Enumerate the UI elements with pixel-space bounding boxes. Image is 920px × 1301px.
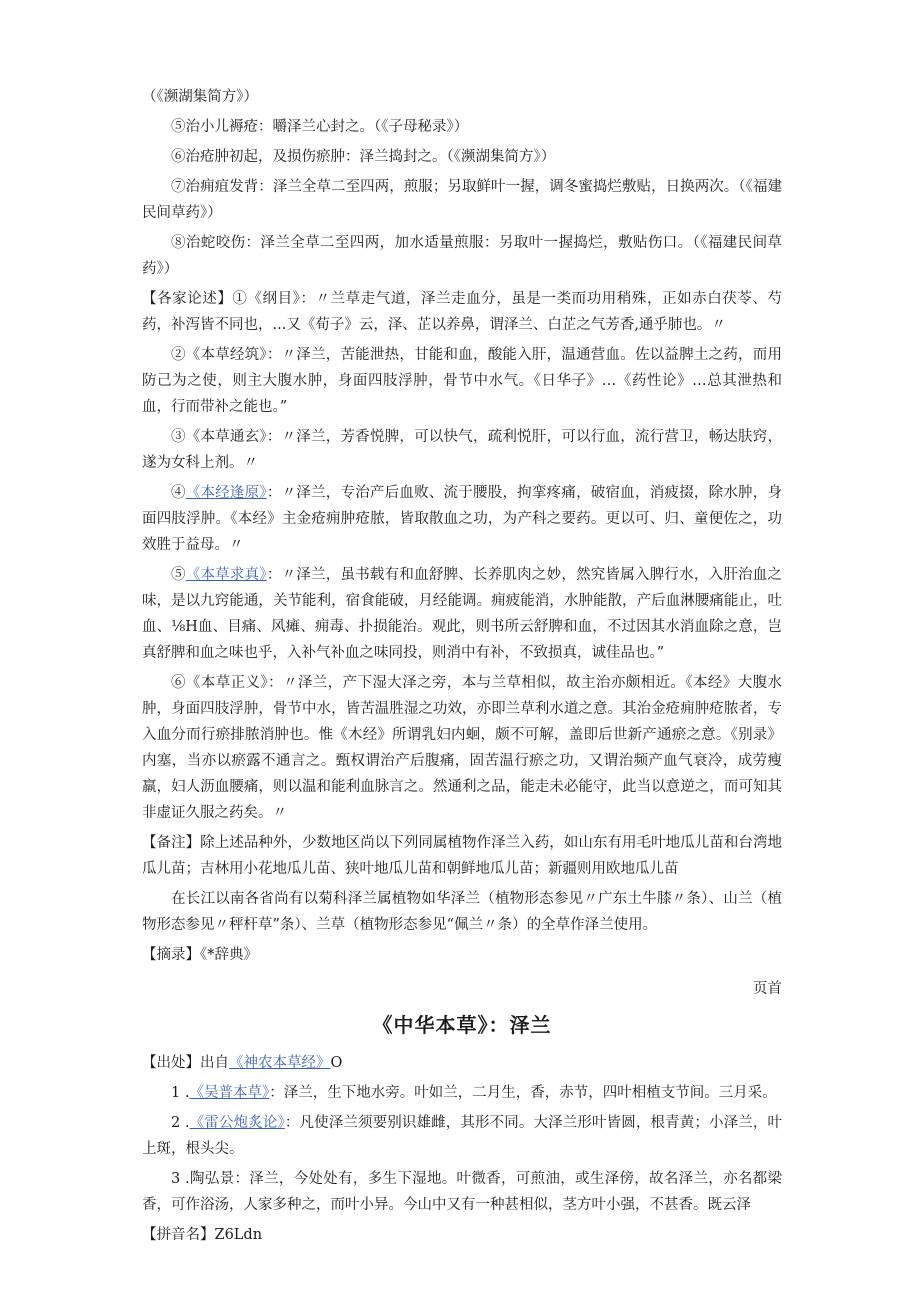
paragraph-source <box>142 1050 782 1076</box>
paragraph-text: ：凡使泽兰须要别识雄雌，其形不同。大泽兰形叶皆圆，根青黄；小泽兰，叶上斑，根头尖。 <box>142 1115 783 1157</box>
paragraph: ②《本草经筑》：〃泽兰，苦能泄热，甘能和血，酸能入肝，温通营血。佐以益脾土之药，而用防己为之使，则主大腹水肿，身面四肢浮肿，骨节中水气。《日华子》…《药性论》…总其泄热和血，行而带补之能也。” <box>142 347 782 415</box>
link-benjing-fengyuan[interactable]: 《本经逢原》 <box>185 485 267 501</box>
paragraph-prefix: ④ <box>171 485 186 501</box>
paragraph: 3 .陶弘景：泽兰，今处处有，多生下湿地。叶微香，可煎油，或生泽傍，故名泽兰，亦名都梁香，可作浴汤，人家多种之，而叶小异。今山中又有一种甚相似，茎方叶小强，不甚香。既云泽 <box>142 1171 782 1213</box>
paragraph-prefix: 【出处】出自 <box>142 1055 229 1071</box>
paragraph-text: ：〃泽兰，专治产后血败、流于腰股，拘挛疼痛，破宿血，消疲掇，除水肿，身面四肢浮肿。《本经》主金疮痈肿疮脓，皆取散血之功，为产科之要药。更以可、归、童便佐之，功效胜于益母。〃 <box>142 485 783 553</box>
paragraph: ⑤治小儿褥疮：嚼泽兰心封之。（《子母秘录》） <box>171 119 469 135</box>
paragraph: ⑥《本草正义》：〃泽兰，产下湿大泽之旁，本与兰草相似，故主治亦颇相近。《本经》大腹水肿，身面四肢浮肿，骨节中水，皆苦温胜湿之功效，亦即兰草利水道之意。其治金疮痈肿疮脓者，专入血分而行瘀排脓消肿也。惟《木经》所谓乳妇内蛔，颇不可解，盖即后世新产通瘀之意。《别录》内塞，当亦以瘀露不通言之。甄权谓治产后腹痛，固苦温行瘀之功，又谓治频产血气衰冷，成劳瘦羸，妇人沥血腰痛，则以温和能利血脉言之。然通利之品，能走未必能守，此当以意逆之，而可知其非虚证久服之药矣。〃 <box>142 675 782 821</box>
paragraph-prefix: 1 . <box>171 1085 190 1101</box>
paragraph-pinyin: 【拼音名】Z6Ldn <box>142 1227 263 1243</box>
document-content <box>142 84 782 1252</box>
section-title: 《中华本草》：泽兰 <box>372 1013 552 1037</box>
paragraph <box>142 562 782 666</box>
paragraph: ⑦治痈疽发背：泽兰全草二至四两，煎服；另取鲜叶一握，调冬蜜捣烂敷贴，日换两次。（《福建民间草药》） <box>142 179 782 221</box>
paragraph-notes: 【备注】除上述品种外，少数地区尚以下列同属植物作泽兰入药，如山东有用毛叶地瓜儿苗和台湾地瓜儿苗；吉林用小花地瓜儿苗、狭叶地瓜儿苗和朝鲜地瓜儿苗；新疆则用欧地瓜儿苗 <box>142 835 782 877</box>
paragraph: （《濒湖集简方》） <box>142 89 258 105</box>
paragraph-prefix: 2 . <box>171 1115 190 1131</box>
back-to-top-link[interactable]: 页首 <box>753 981 782 997</box>
link-shennong-bencaojing[interactable]: 《神农本草经》 <box>229 1055 331 1071</box>
paragraph-text: ：泽兰，生下地水旁。叶如兰，二月生，香，赤节，四叶相植支节间。三月采。 <box>269 1085 777 1101</box>
paragraph-excerpt: 【摘录】《*辞典》 <box>142 947 258 963</box>
paragraph: 在长江以南各省尚有以菊科泽兰属植物如华泽兰（植物形态参见〃广东土牛膝〃条）、山兰（植物形态参见〃秤杆草”条）、兰草（植物形态参见“佩兰〃条）的全草作泽兰使用。 <box>142 891 782 933</box>
link-leigong-paozhilun[interactable]: 《雷公炮炙论》 <box>189 1115 285 1131</box>
paragraph-prefix: ⑤ <box>171 567 186 583</box>
paragraph-text: O <box>330 1055 343 1071</box>
link-wupu-bencao[interactable]: 《吴普本草》 <box>189 1085 270 1101</box>
paragraph <box>142 1110 782 1162</box>
paragraph <box>142 1080 782 1106</box>
paragraph: ⑥治疮肿初起，及损伤瘀肿：泽兰捣封之。（《濒湖集简方》） <box>171 149 556 165</box>
paragraph-commentary-1: 【各家论述】①《纲目》：〃兰草走气道，泽兰走血分，虽是一类而功用稍殊，正如赤白茯苓、芍药，补泻皆不同也，...又《荀子》云，泽、芷以养鼻，谓泽兰、白芷之气芳香,通乎肺也。〃 <box>142 291 782 333</box>
paragraph: ⑧治蛇咬伤：泽兰全草二至四两，加水适量煎服：另取叶一握捣烂，敷贴伤口。（《福建民间草药》） <box>142 235 782 277</box>
paragraph: ③《本草通玄》：〃泽兰，芳香悦脾，可以快气，疏利悦肝，可以行血，流行营卫，畅达肤窍，遂为女科上剂。〃 <box>142 429 782 471</box>
link-bencao-qiuzhen[interactable]: 《本草求真》 <box>185 567 267 583</box>
paragraph <box>142 480 782 558</box>
paragraph-text: ：〃泽兰，虽书载有和血舒脾、长养肌肉之妙，然究皆属入脾行水，入肝治血之味，是以九窍能通，关节能利，宿食能破，月经能调。痈疲能消，水肿能散，产后血淋腰痛能止，吐血、⅛H血、目痛、风瘫、痈毒、扑损能治。观此，则书所云舒脾和血，不过因其水消血除之意，岂真舒脾和血之味也乎，入补气补血之味同投，则消中有补，不致损真，诚佳品也。” <box>142 567 783 661</box>
